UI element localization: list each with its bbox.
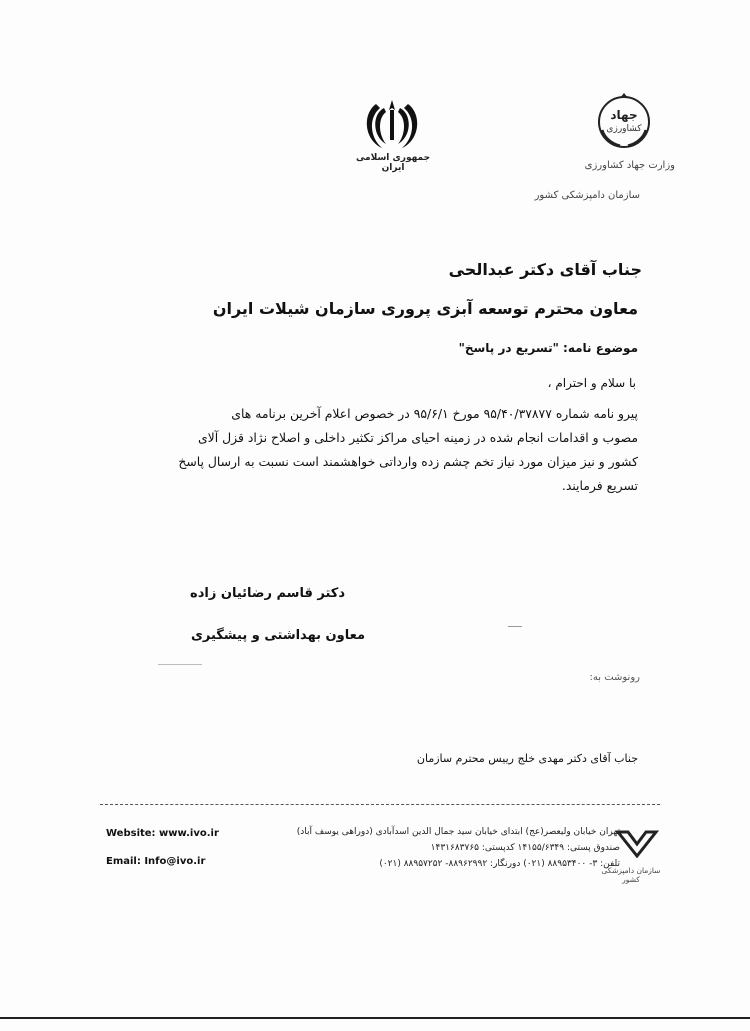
cc-label: رونوشت به: bbox=[589, 672, 640, 683]
address-line: صندوق پستی: ۱۴۱۵۵/۶۳۴۹ کدپستی: ۱۴۳۱۶۸۳۷۶۵ bbox=[430, 843, 620, 853]
address-line: تلفن: ۳- ۸۸۹۵۳۴۰۰ (۰۲۱) دورنگار: ۸۸۹۶۲۹۹۲- ۸۸۹۵۷۲۵۲ (۰۲۱) bbox=[379, 859, 620, 869]
greeting: با سلام و احترام ، bbox=[547, 376, 636, 390]
ministry-name: وزارت جهاد کشاورزی bbox=[584, 160, 675, 171]
jahad-logo-word: جهاد bbox=[610, 108, 638, 122]
signer-name: دکتر قاسم رضائیان زاده bbox=[190, 586, 345, 601]
body-line: مصوب و اقدامات انجام شده در زمینه احیای مراکز تکثیر داخلی و اصلاح نژاد قزل آلای bbox=[197, 430, 638, 445]
divider bbox=[508, 626, 522, 627]
body-line: پیرو نامه شماره ۹۵/۴۰/۳۷۸۷۷ مورخ ۹۵/۶/۱ در خصوص اعلام آخرین برنامه های bbox=[231, 406, 638, 421]
footer-address bbox=[230, 824, 620, 872]
ivo-logo-icon bbox=[614, 828, 660, 858]
address-line: تهران خیابان ولیعصر(عج) ابتدای خیابان سید جمال الدین اسدآبادی (دوراهی یوسف آباد) bbox=[296, 827, 620, 837]
cc-recipient: جناب آقای دکتر مهدی خلج رییس محترم سازمان bbox=[416, 752, 638, 765]
email-text: Email: Info@ivo.ir bbox=[106, 856, 206, 867]
recipient-name: جناب آقای دکتر عبدالحی bbox=[448, 260, 642, 279]
organization-name: سازمان دامپزشکی کشور bbox=[534, 190, 640, 201]
letter-subject: موضوع نامه: "تسریع در پاسخ" bbox=[458, 341, 638, 355]
emblem-caption: جمهوری اسلامی ایران bbox=[355, 153, 431, 173]
ivo-caption: سازمان دامپزشکی کشور bbox=[601, 866, 661, 884]
signer-title: معاون بهداشتی و پیشگیری bbox=[190, 628, 365, 643]
footer-divider bbox=[100, 804, 660, 805]
iran-emblem-icon bbox=[362, 96, 422, 152]
body-line: تسریع فرمایند. bbox=[561, 478, 638, 493]
letter-body bbox=[130, 402, 638, 498]
body-line: کشور و نیز میزان مورد نیاز تخم چشم زده وارداتی خواهشمند است نسبت به ارسال پاسخ bbox=[178, 454, 638, 469]
jahad-logo-subword: کشاورزی bbox=[606, 124, 642, 134]
divider bbox=[158, 664, 202, 665]
page-bottom-rule bbox=[0, 1017, 750, 1019]
recipient-title: معاون محترم توسعه آبزی پروری سازمان شیلات ایران bbox=[212, 299, 638, 318]
website-text: Website: www.ivo.ir bbox=[106, 828, 219, 839]
